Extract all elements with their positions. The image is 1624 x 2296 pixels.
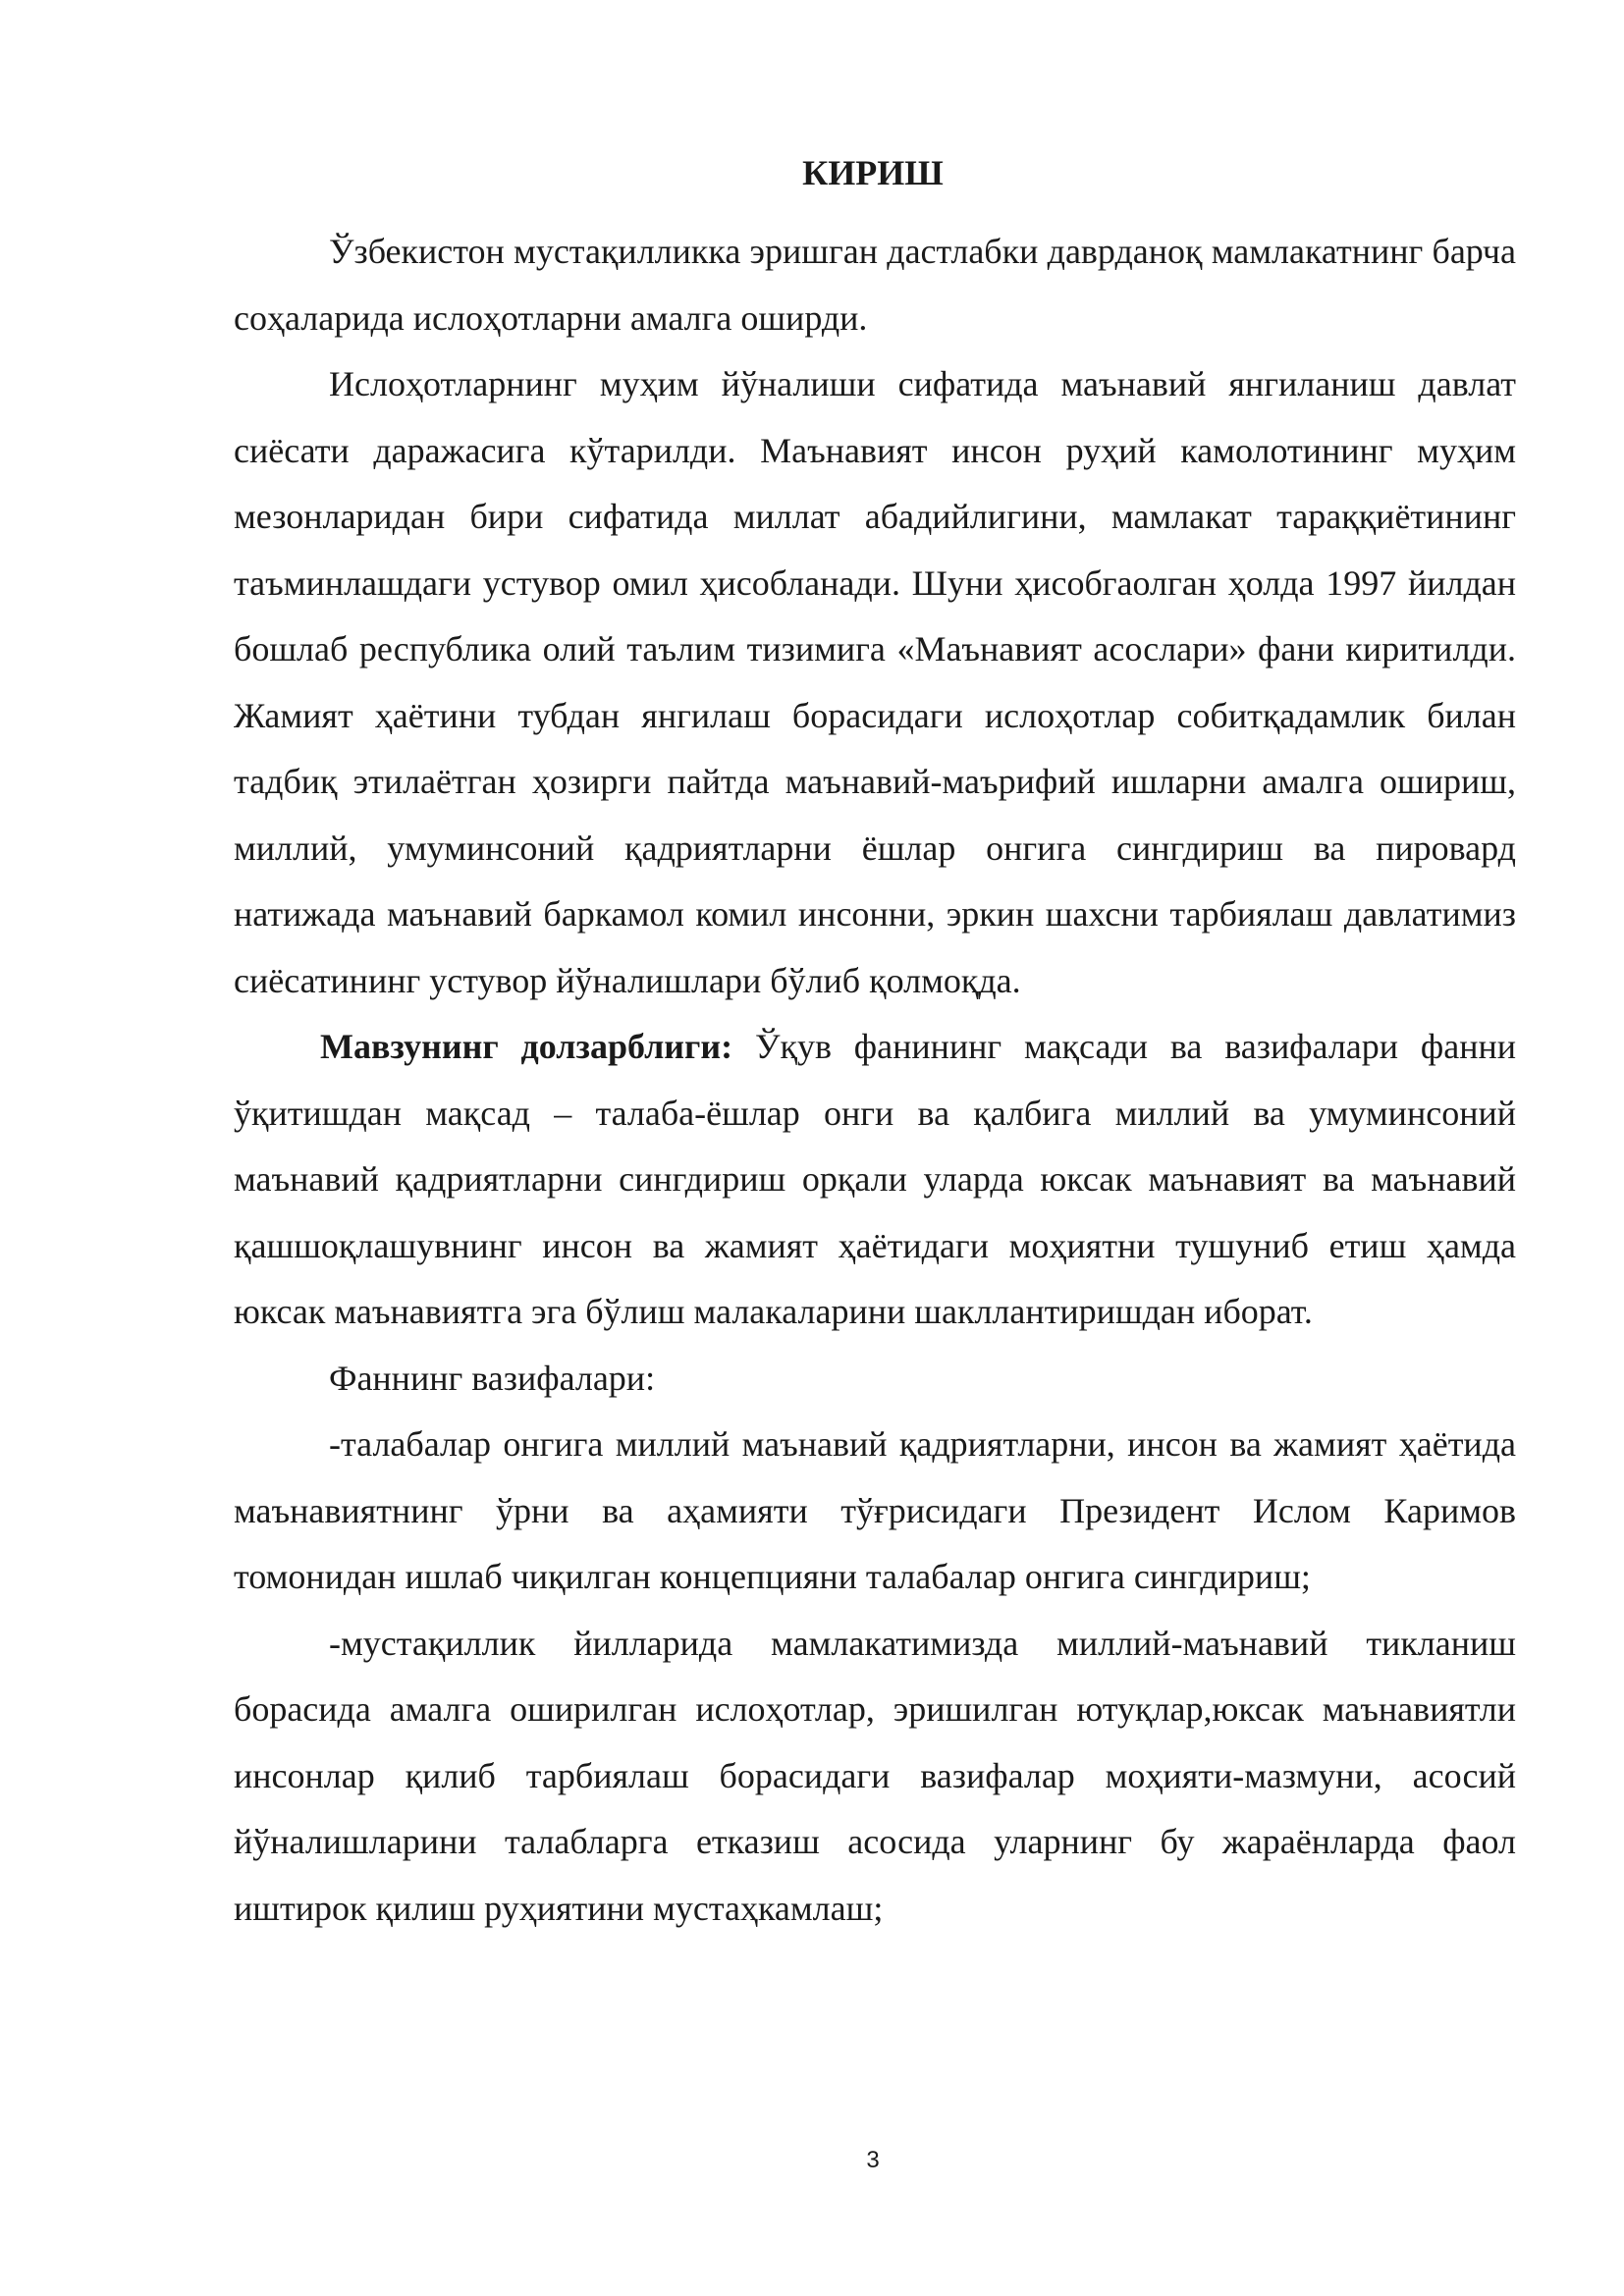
paragraph-lead-heading: Мавзунинг долзарблиги: <box>320 1027 733 1066</box>
page-number: 3 <box>866 2147 880 2173</box>
paragraph-text: -талабалар онгига миллий маънавий қадриятларни, инсон ва жамият ҳаётида маънавиятнинг ўрни ва аҳамияти тўғрисидаги Президент Ислом Каримов томонидан ишлаб чиқилган концепцияни талабалар онгига сингдириш; <box>234 1424 1516 1596</box>
document-body <box>234 219 1516 1942</box>
paragraph-spiritual-reform <box>234 351 1516 1014</box>
paragraph-text: -мустақиллик йилларида мамлакатимизда миллий-маънавий тикланиш борасида амалга оширилган ислоҳотлар, эришилган ютуқлар,юксак маънавиятли инсонлар қилиб тарбиялаш борасидаги вазифалар моҳияти-мазмуни, асосий йўналишларини талабларга етказиш асосида уларнинг бу жараёнларда фаол иштирок қилиш руҳиятини мустаҳкамлаш; <box>234 1623 1516 1928</box>
paragraph-intro <box>234 219 1516 351</box>
paragraph-text: Ўзбекистон мустақилликка эришган дастлабки даврданоқ мамлакатнинг барча соҳаларида ислоҳотларни амалга оширди. <box>234 232 1516 338</box>
paragraph-topic-relevance <box>234 1014 1516 1346</box>
page-title: КИРИШ <box>802 153 944 192</box>
paragraph-course-tasks-heading <box>234 1346 1516 1413</box>
paragraph-task-1 <box>234 1412 1516 1611</box>
paragraph-task-2 <box>234 1611 1516 1943</box>
paragraph-text: Фаннинг вазифалари: <box>329 1358 656 1398</box>
paragraph-text: Ўқув фанининг мақсади ва вазифалари фанни ўқитишдан мақсад – талаба-ёшлар онги ва қалбига миллий ва умуминсоний маънавий қадриятларни сингдириш орқали уларда юксак маънавият ва маънавий қашшоқлашувнинг инсон ва жамият ҳаётидаги моҳиятни тушуниб етиш ҳамда юксак маънавиятга эга бўлиш малакаларини шакллантиришдан иборат. <box>234 1027 1517 1331</box>
paragraph-text: Ислоҳотларнинг муҳим йўналиши сифатида маънавий янгиланиш давлат сиёсати даражасига кўтарилди. Маънавият инсон руҳий камолотининг муҳим мезонларидан бири сифатида миллат абадийлигини, мамлакат тараққиётининг таъминлашдаги устувор омил ҳисобланади. Шуни ҳисобгаолган ҳолда 1997 йилдан бошлаб республика олий таълим тизимига «Маънавият асослари» фани киритилди. Жамият ҳаётини тубдан янгилаш борасидаги ислоҳотлар собитқадамлик билан тадбиқ этилаётган ҳозирги пайтда маънавий-маърифий ишларни амалга ошириш, миллий, умуминсоний қадриятларни ёшлар онгига сингдириш ва пировард натижада маънавий баркамол комил инсонни, эркин шахсни тарбиялаш давлатимиз сиёсатининг устувор йўналишлари бўлиб қолмоқда. <box>234 364 1516 1000</box>
